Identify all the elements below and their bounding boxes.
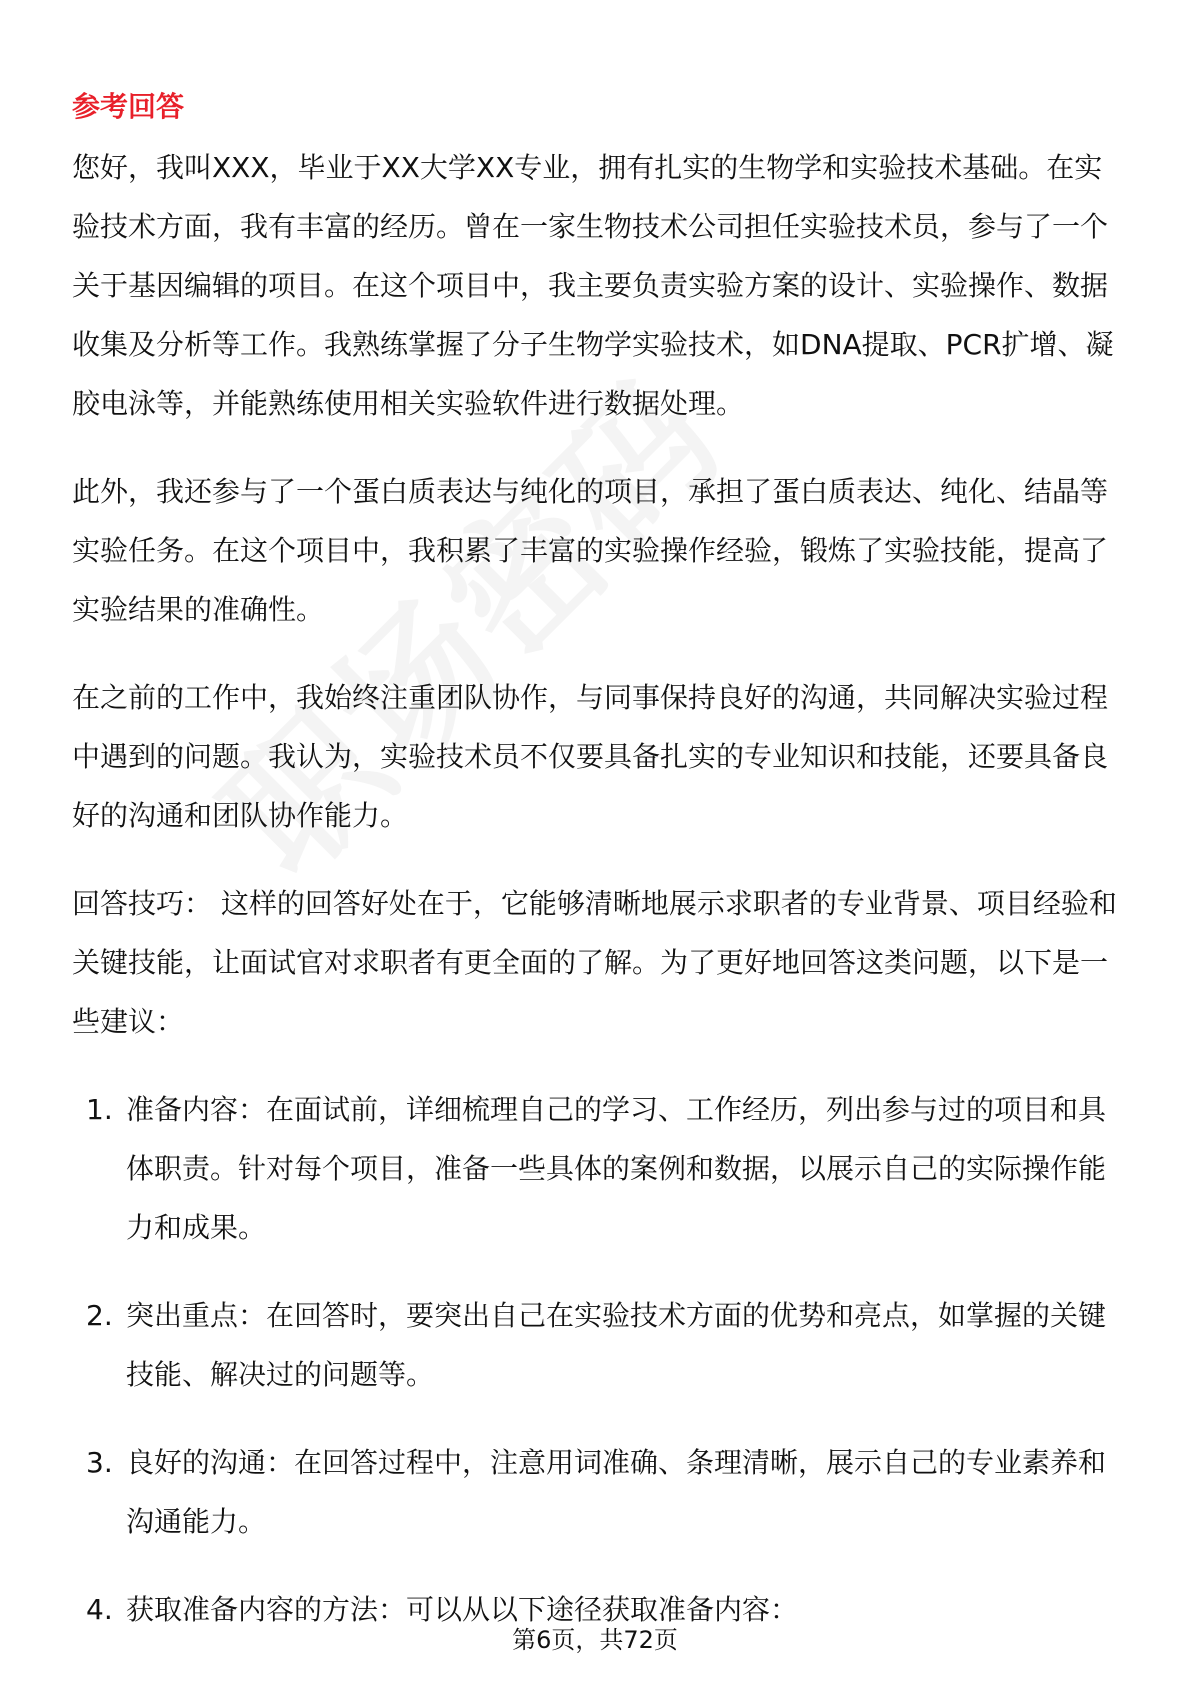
answer-paragraph-1: 您好，我叫XXX，毕业于XX大学XX专业，拥有扎实的生物学和实验技术基础。在实验技术方面，我有丰富的经历。曾在一家生物技术公司担任实验技术员，参与了一个关于基因编辑的项目。在这个项目中，我主要负责实验方案的设计、实验操作、数据收集及分析等工作。我熟练掌握了分子生物学实验技术，如DNA提取、PCR扩增、凝胶电泳等，并能熟练使用相关实验软件进行数据处理。: [72, 151, 1114, 420]
list-item: [72, 1433, 1122, 1551]
list-text: 获取准备内容的方法：可以从以下途径获取准备内容：: [126, 1593, 799, 1626]
page-number-footer: 第6页，共72页: [512, 1626, 678, 1654]
list-number: 3.: [86, 1446, 113, 1479]
list-number: 4.: [86, 1593, 113, 1626]
answer-paragraph-2: 此外，我还参与了一个蛋白质表达与纯化的项目，承担了蛋白质表达、纯化、结晶等实验任务。在这个项目中，我积累了丰富的实验操作经验，锻炼了实验技能，提高了实验结果的准确性。: [72, 475, 1109, 626]
list-text: 准备内容：在面试前，详细梳理自己的学习、工作经历，列出参与过的项目和具体职责。针对每个项目，准备一些具体的案例和数据，以展示自己的实际操作能力和成果。: [126, 1093, 1107, 1244]
tips-list: [72, 1080, 1122, 1639]
list-text: 良好的沟通：在回答过程中，注意用词准确、条理清晰，展示自己的专业素养和沟通能力。: [126, 1446, 1107, 1538]
list-text: 突出重点：在回答时，要突出自己在实验技术方面的优势和亮点，如掌握的关键技能、解决过的问题等。: [126, 1299, 1107, 1391]
list-number: 2.: [86, 1299, 113, 1332]
list-item: [72, 1080, 1122, 1257]
list-item: [72, 1286, 1122, 1404]
section-heading: 参考回答: [72, 90, 185, 123]
tips-paragraph: 回答技巧： 这样的回答好处在于，它能够清晰地展示求职者的专业背景、项目经验和关键技能，让面试官对求职者有更全面的了解。为了更好地回答这类问题，以下是一些建议：: [72, 887, 1117, 1038]
list-number: 1.: [86, 1093, 113, 1126]
page-content: [72, 78, 1122, 1668]
answer-paragraph-3: 在之前的工作中，我始终注重团队协作，与同事保持良好的沟通，共同解决实验过程中遇到的问题。我认为，实验技术员不仅要具备扎实的专业知识和技能，还要具备良好的沟通和团队协作能力。: [72, 681, 1109, 832]
